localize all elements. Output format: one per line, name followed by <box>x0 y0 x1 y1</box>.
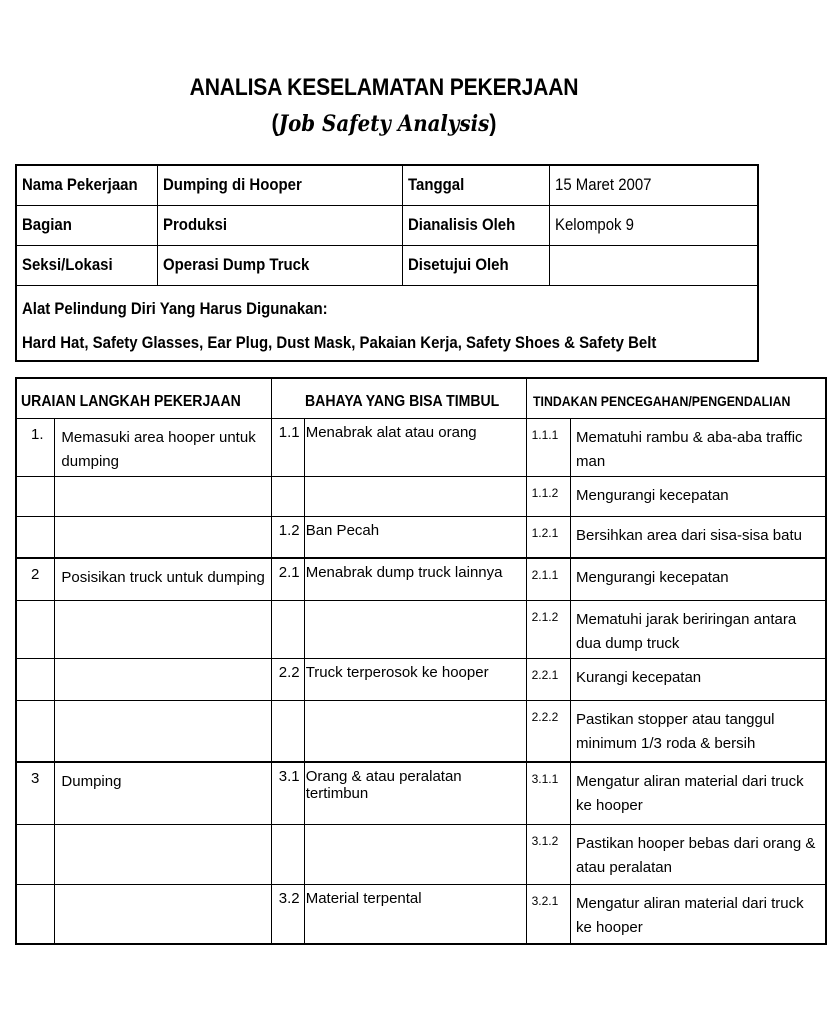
job-info-table <box>15 164 759 362</box>
job-name-cell <box>158 165 402 205</box>
date-label-cell <box>402 165 550 205</box>
location-label-cell <box>16 245 158 285</box>
hazard-description: Truck terperosok ke hooper <box>304 658 526 700</box>
step-number <box>16 884 55 944</box>
hazard-description <box>304 824 526 884</box>
section-label-cell <box>16 205 158 245</box>
step-description <box>55 476 271 516</box>
step-description: Dumping <box>55 762 271 824</box>
control-description: Pastikan hooper bebas dari orang & atau peralatan <box>571 824 827 884</box>
step-number: 1. <box>16 418 55 476</box>
job-info-row <box>16 165 758 205</box>
hazard-description: Ban Pecah <box>304 516 526 558</box>
control-number: 2.2.2 <box>526 700 570 762</box>
step-number <box>16 700 55 762</box>
control-description: Mematuhi jarak beriringan antara dua dump truck <box>571 600 827 658</box>
hazard-description <box>304 700 526 762</box>
hazard-number: 1.2 <box>271 516 304 558</box>
step-number <box>16 824 55 884</box>
step-description <box>55 600 271 658</box>
control-description: Mengurangi kecepatan <box>571 476 827 516</box>
date-cell <box>550 165 758 205</box>
hazard-number: 1.1 <box>271 418 304 476</box>
control-number: 2.2.1 <box>526 658 570 700</box>
subtitle-open-paren: ( <box>271 110 279 137</box>
table-row <box>16 824 826 884</box>
job-name-label-cell <box>16 165 158 205</box>
approved-by-label: Disetujui Oleh <box>407 254 509 274</box>
section-label: Bagian <box>22 214 72 234</box>
step-description <box>55 658 271 700</box>
table-row <box>16 476 826 516</box>
hazard-number <box>271 824 304 884</box>
job-info-row <box>16 205 758 245</box>
hazard-number <box>271 700 304 762</box>
step-description: Memasuki area hooper untuk dumping <box>55 418 271 476</box>
document-subtitle <box>38 110 729 138</box>
control-number: 3.2.1 <box>526 884 570 944</box>
step-number: 3 <box>16 762 55 824</box>
step-number <box>16 658 55 700</box>
analyzed-by-label: Dianalisis Oleh <box>407 214 515 234</box>
step-number <box>16 600 55 658</box>
hazard-number <box>271 600 304 658</box>
control-description: Mengatur aliran material dari truck ke hooper <box>571 762 827 824</box>
step-number <box>16 516 55 558</box>
date-label: Tanggal <box>407 175 464 194</box>
approved-by-label-cell <box>402 245 550 285</box>
control-description: Mengatur aliran material dari truck ke hooper <box>571 884 827 944</box>
location-label: Seksi/Lokasi <box>22 254 113 274</box>
step-description <box>55 700 271 762</box>
job-name-value: Dumping di Hooper <box>163 175 303 194</box>
step-number: 2 <box>16 558 55 600</box>
ppe-row <box>16 285 758 361</box>
analyzed-by-label-cell <box>402 205 550 245</box>
hazard-description: Menabrak dump truck lainnya <box>304 558 526 600</box>
step-number <box>16 476 55 516</box>
column-header-hazards: BAHAYA YANG BISA TIMBUL <box>271 378 526 418</box>
analyzed-by-cell <box>550 205 758 245</box>
date-value: 15 Maret 2007 <box>555 175 652 194</box>
hazard-number: 3.1 <box>271 762 304 824</box>
location-cell <box>158 245 402 285</box>
approved-by-cell <box>550 245 758 285</box>
control-description: Pastikan stopper atau tanggul minimum 1/3 roda & bersih <box>571 700 827 762</box>
step-description <box>55 884 271 944</box>
control-description: Bersihkan area dari sisa-sisa batu <box>571 516 827 558</box>
table-row <box>16 558 826 600</box>
hazard-number: 3.2 <box>271 884 304 944</box>
table-row <box>16 884 826 944</box>
control-number: 3.1.2 <box>526 824 570 884</box>
table-row <box>16 762 826 824</box>
control-number: 2.1.1 <box>526 558 570 600</box>
control-description: Mengurangi kecepatan <box>571 558 827 600</box>
hazard-number: 2.1 <box>271 558 304 600</box>
job-safety-table <box>15 377 827 945</box>
table-header-row <box>16 378 826 418</box>
step-description: Posisikan truck untuk dumping <box>55 558 271 600</box>
subtitle-close-paren: ) <box>489 110 497 137</box>
table-row <box>16 516 826 558</box>
control-number: 2.1.2 <box>526 600 570 658</box>
control-number: 1.1.1 <box>526 418 570 476</box>
job-info-row <box>16 245 758 285</box>
job-name-label: Nama Pekerjaan <box>22 175 138 194</box>
column-header-controls: TINDAKAN PENCEGAHAN/PENGENDALIAN <box>526 378 826 418</box>
hazard-number: 2.2 <box>271 658 304 700</box>
document-title: ANALISA KESELAMATAN PEKERJAAN <box>189 74 579 101</box>
ppe-cell <box>16 285 758 361</box>
table-row <box>16 418 826 476</box>
section-value: Produksi <box>163 214 228 234</box>
ppe-list: Hard Hat, Safety Glasses, Ear Plug, Dust Mask, Pakaian Kerja, Safety Shoes & Safety Belt <box>22 332 657 352</box>
hazard-description: Orang & atau peralatan tertimbun <box>304 762 526 824</box>
hazard-number <box>271 476 304 516</box>
column-header-steps: URAIAN LANGKAH PEKERJAAN <box>16 378 271 418</box>
hazard-description: Menabrak alat atau orang <box>304 418 526 476</box>
table-row <box>16 600 826 658</box>
hazard-description <box>304 600 526 658</box>
table-row <box>16 700 826 762</box>
step-description <box>55 516 271 558</box>
step-description <box>55 824 271 884</box>
control-number: 1.1.2 <box>526 476 570 516</box>
ppe-label: Alat Pelindung Diri Yang Harus Digunakan: <box>22 298 328 318</box>
location-value: Operasi Dump Truck <box>163 254 310 274</box>
table-row <box>16 658 826 700</box>
hazard-description <box>304 476 526 516</box>
hazard-description: Material terpental <box>304 884 526 944</box>
control-description: Mematuhi rambu & aba-aba traffic man <box>571 418 827 476</box>
control-number: 3.1.1 <box>526 762 570 824</box>
section-cell <box>158 205 402 245</box>
subtitle-text: Job Safety Analysis <box>278 111 490 137</box>
analyzed-by-value: Kelompok 9 <box>555 214 635 234</box>
control-description: Kurangi kecepatan <box>571 658 827 700</box>
control-number: 1.2.1 <box>526 516 570 558</box>
